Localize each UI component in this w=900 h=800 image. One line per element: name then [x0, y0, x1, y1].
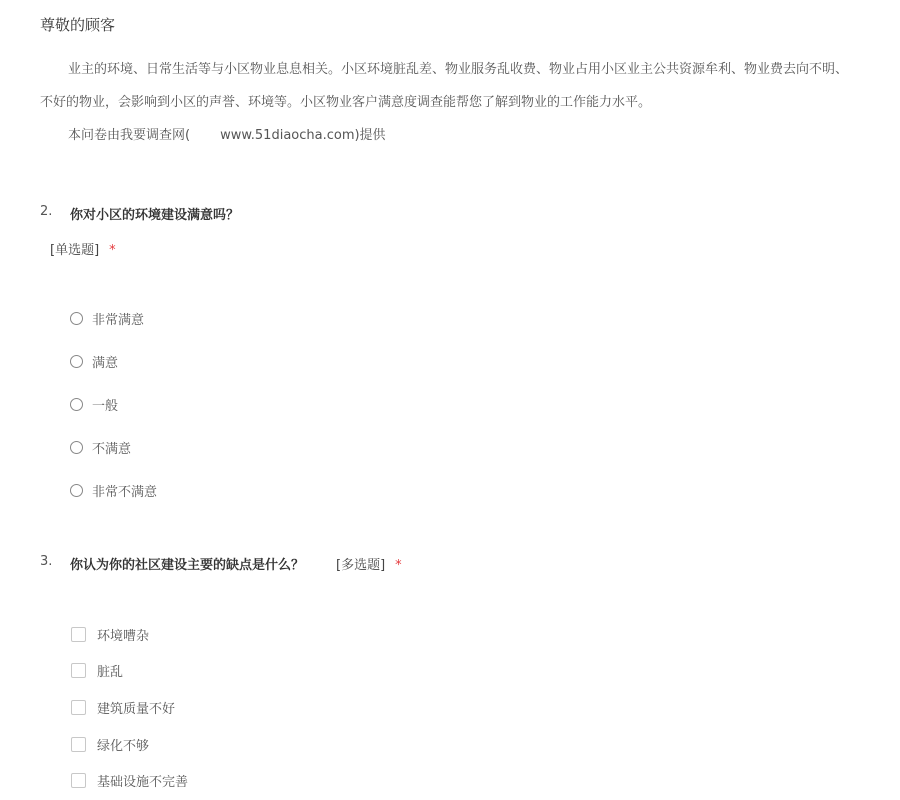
checkbox[interactable]: [71, 737, 86, 752]
checkbox-option-infrastructure[interactable]: [71, 771, 188, 790]
option-label: 非常不满意: [92, 485, 158, 500]
intro-line-1: 业主的环境、日常生活等与小区物业息息相关。小区环境脏乱差、物业服务乱收费、物业占用小区业主公共资源牟利、物业费去向不明、: [68, 62, 849, 77]
option-label: 绿化不够: [97, 739, 150, 754]
checkbox-option-noisy[interactable]: [71, 625, 149, 644]
question-title: 你认为你的社区建设主要的缺点是什么？: [70, 558, 305, 573]
provider-prefix: 本问卷由我要调查网(: [68, 128, 191, 143]
checkbox-option-greenery[interactable]: [71, 735, 149, 754]
radio-button[interactable]: [70, 312, 83, 325]
radio-option-very-satisfied[interactable]: [70, 309, 144, 328]
question-type-label: [50, 239, 116, 258]
question-title: 你对小区的环境建设满意吗？: [70, 208, 240, 223]
checkbox[interactable]: [71, 627, 86, 642]
intro-line-2: 不好的物业，会影响到小区的声誉、环境等。小区物业客户满意度调查能帮您了解到物业的工作能力水平。: [40, 95, 652, 110]
required-marker: *: [395, 558, 402, 573]
greeting-heading: 尊敬的顾客: [40, 16, 116, 34]
checkbox-option-dirty[interactable]: [71, 661, 123, 680]
radio-option-very-dissatisfied[interactable]: [70, 481, 157, 500]
option-label: 不满意: [92, 442, 132, 457]
checkbox[interactable]: [71, 773, 86, 788]
option-label: 满意: [92, 356, 119, 371]
checkbox[interactable]: [71, 663, 86, 678]
option-label: 环境嘈杂: [97, 629, 150, 644]
option-label: 基础设施不完善: [97, 775, 189, 790]
radio-option-average[interactable]: [70, 395, 118, 414]
radio-option-satisfied[interactable]: [70, 352, 118, 371]
question-number: 2.: [40, 204, 53, 219]
provider-site: www.51diaocha.com)提供: [220, 128, 386, 143]
option-label: 建筑质量不好: [97, 702, 176, 717]
radio-button[interactable]: [70, 441, 83, 454]
type-label-text: [单选题]: [50, 243, 100, 258]
checkbox-option-building-quality[interactable]: [71, 698, 175, 717]
type-label-text: [多选题]: [336, 558, 386, 573]
question-number: 3.: [40, 554, 53, 569]
radio-button[interactable]: [70, 484, 83, 497]
radio-button[interactable]: [70, 398, 83, 411]
required-marker: *: [109, 243, 116, 258]
radio-option-dissatisfied[interactable]: [70, 438, 131, 457]
checkbox[interactable]: [71, 700, 86, 715]
question-type-label: [336, 554, 402, 573]
option-label: 一般: [92, 399, 119, 414]
option-label: 非常满意: [92, 313, 145, 328]
provider-line: [68, 124, 386, 143]
option-label: 脏乱: [97, 665, 124, 680]
radio-button[interactable]: [70, 355, 83, 368]
